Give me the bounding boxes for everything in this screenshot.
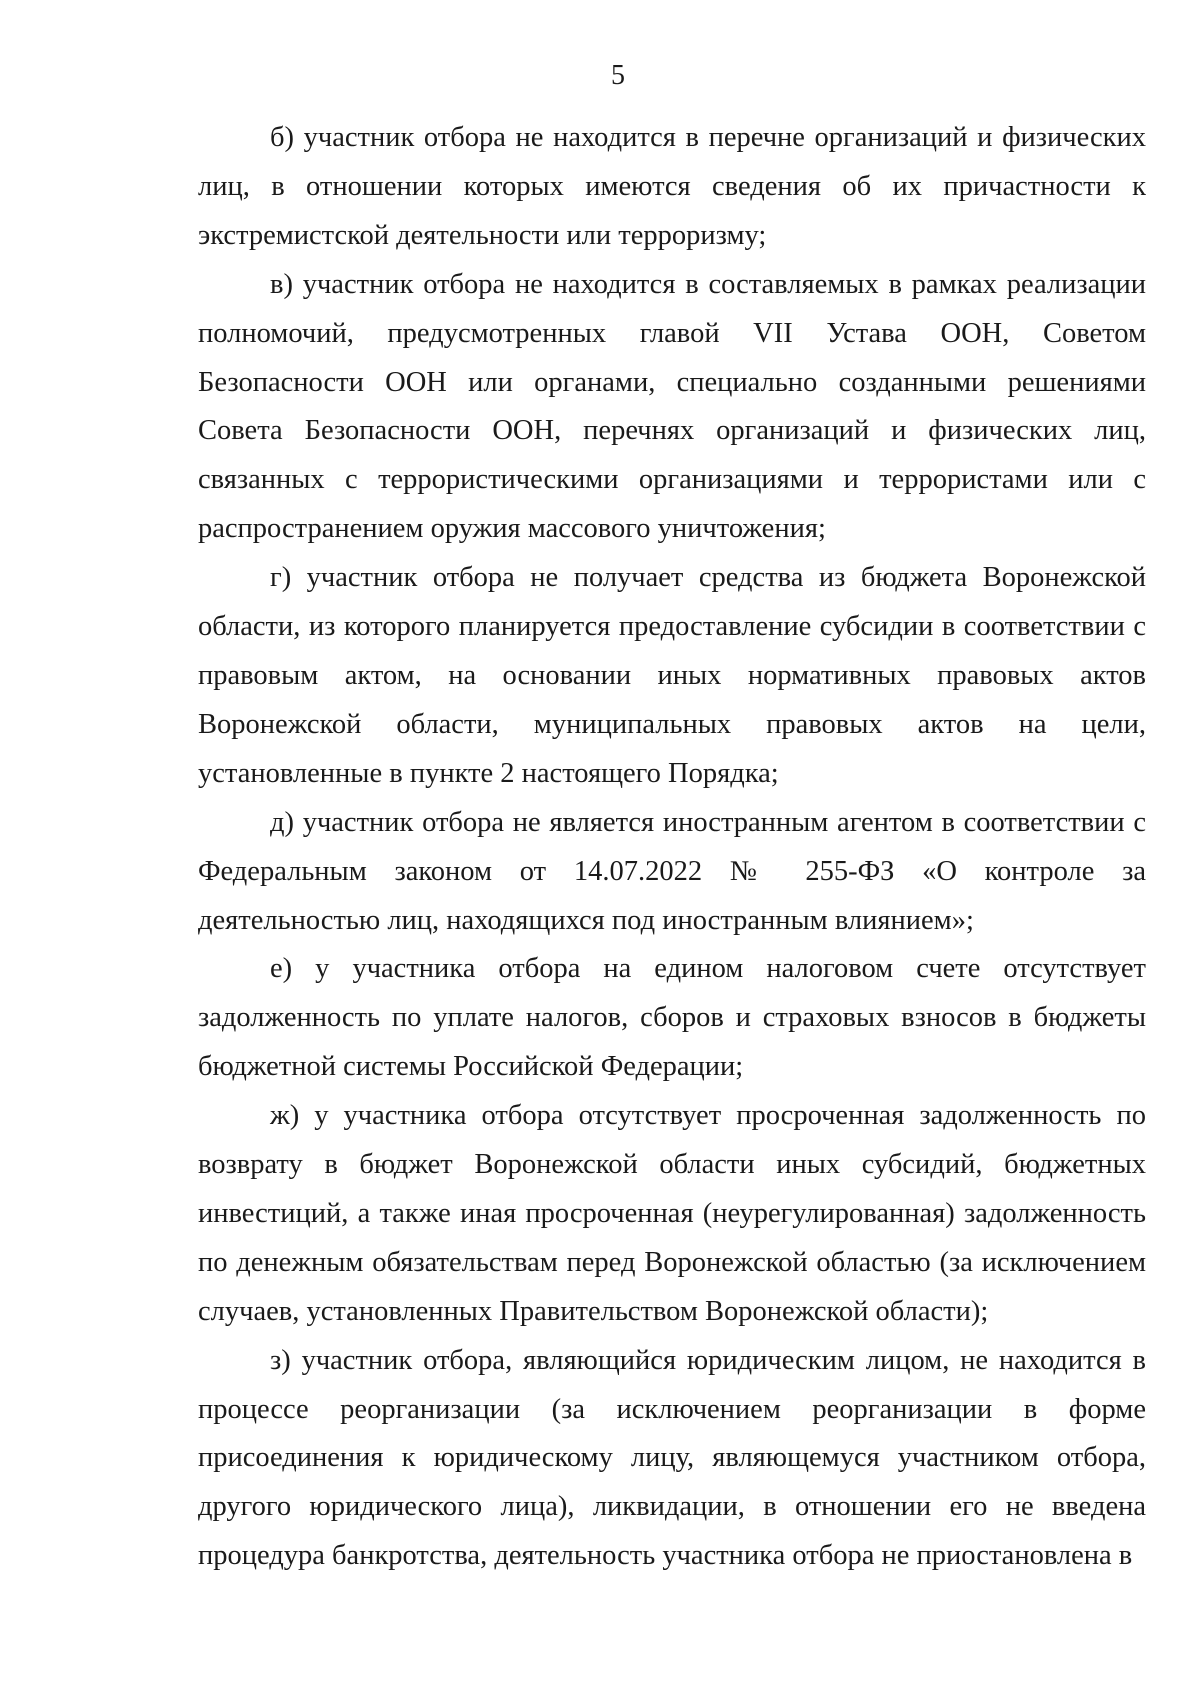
paragraph-b: б) участник отбора не находится в перечне организаций и физических лиц, в отношении которых имеются сведения об их причастности к экстремистской деятельности или терроризму; [198,122,1146,251]
paragraph-d: д) участник отбора не является иностранным агентом в соответствии с Федеральным законом от 14.07.2022 № 255-ФЗ «О контроле за деятельностью лиц, находящихся под иностранным влиянием»; [198,806,1146,936]
paragraph-e: е) у участника отбора на едином налоговом счете отсутствует задолженность по уплате налогов, сборов и страховых взносов в бюджеты бюджетной системы Российской Федерации; [198,953,1146,1083]
paragraph-z: з) участник отбора, являющийся юридическим лицом, не находится в процессе реорганизации (за исключением реорганизации в форме присоединения к юридическому лицу, являющемуся участником отбора, другого юридического лица), ликвидации, в отношении его не введена процедура банкротства, деятельность участника отбора не приостановлена в [198,1344,1146,1572]
document-body [198,114,1146,1581]
paragraph-zh: ж) у участника отбора отсутствует просроченная задолженность по возврату в бюджет Воронежской области иных субсидий, бюджетных инвестиций, а также иная просроченная (неурегулированная) задолженность по денежным обязательствам перед Воронежской областью (за исключением случаев, установленных Правительством Воронежской области); [198,1100,1146,1327]
page-number: 5 [611,60,625,91]
paragraph-g: г) участник отбора не получает средства из бюджета Воронежской области, из которого планируется предоставление субсидии в соответствии с правовым актом, на основании иных нормативных правовых актов Воронежской области, муниципальных правовых актов на цели, установленные в пункте 2 настоящего Порядка; [198,562,1146,789]
paragraph-v: в) участник отбора не находится в составляемых в рамках реализации полномочий, предусмотренных главой VII Устава ООН, Советом Безопасности ООН или органами, специально созданными решениями Совета Безопасности ООН, перечнях организаций и физических лиц, связанных с террористическими организациями и террористами или с распространением оружия массового уничтожения; [198,268,1146,545]
